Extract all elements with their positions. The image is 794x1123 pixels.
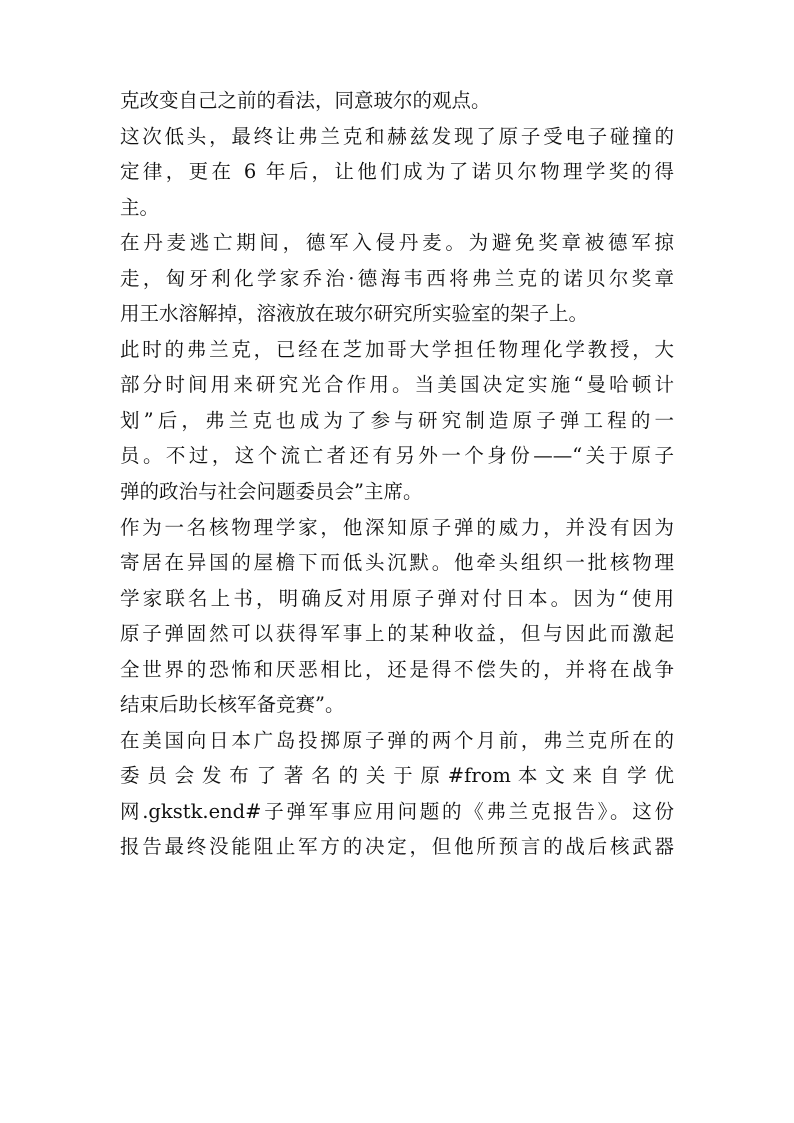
text-line: 用王水溶解掉，溶液放在玻尔研究所实验室的架子上。: [120, 302, 589, 326]
text-line: 原子弹固然可以获得军事上的某种收益，但与因此而激起: [120, 622, 674, 646]
text-line: 网.gkstk.end#子弹军事应用问题的《弗兰克报告》。这份: [120, 799, 674, 823]
text-line: 在丹麦逃亡期间，德军入侵丹麦。为避免奖章被德军掠: [120, 231, 674, 255]
text-line: 报告最终没能阻止军方的决定，但他所预言的战后核武器: [120, 835, 674, 859]
text-line: 此时的弗兰克，已经在芝加哥大学担任物理化学教授，大: [120, 337, 674, 361]
text-line: 学家联名上书，明确反对用原子弹对付日本。因为“使用: [120, 586, 674, 610]
text-line: 部分时间用来研究光合作用。当美国决定实施“曼哈顿计: [120, 373, 674, 397]
text-line: 走，匈牙利化学家乔治·德海韦西将弗兰克的诺贝尔奖章: [120, 266, 674, 290]
text-line: 弹的政治与社会问题委员会”主席。: [120, 480, 423, 504]
text-line: 结束后助长核军备竞赛”。: [120, 693, 345, 717]
text-line: 划”后，弗兰克也成为了参与研究制造原子弹工程的一: [120, 408, 674, 432]
text-line: 这次低头，最终让弗兰克和赫兹发现了原子受电子碰撞的: [120, 124, 674, 148]
text-line: 克改变自己之前的看法，同意玻尔的观点。: [120, 89, 491, 112]
text-line: 主。: [120, 195, 160, 219]
text-line: 定律，更在 6 年后，让他们成为了诺贝尔物理学奖的得: [120, 160, 674, 184]
text-line: 委 员 会 发 布 了 著 名 的 关 于 原 #from 本 文 来 自 学 优: [120, 764, 674, 788]
document-body-text: [120, 83, 674, 865]
text-line: 员。不过，这个流亡者还有另外一个身份——“关于原子: [120, 444, 674, 468]
text-line: 作为一名核物理学家，他深知原子弹的威力，并没有因为: [120, 515, 674, 539]
text-line: 在美国向日本广岛投掷原子弹的两个月前，弗兰克所在的: [120, 728, 674, 752]
text-line: 寄居在异国的屋檐下而低头沉默。他牵头组织一批核物理: [120, 551, 674, 575]
text-line: 全世界的恐怖和厌恶相比，还是得不偿失的，并将在战争: [120, 657, 674, 681]
